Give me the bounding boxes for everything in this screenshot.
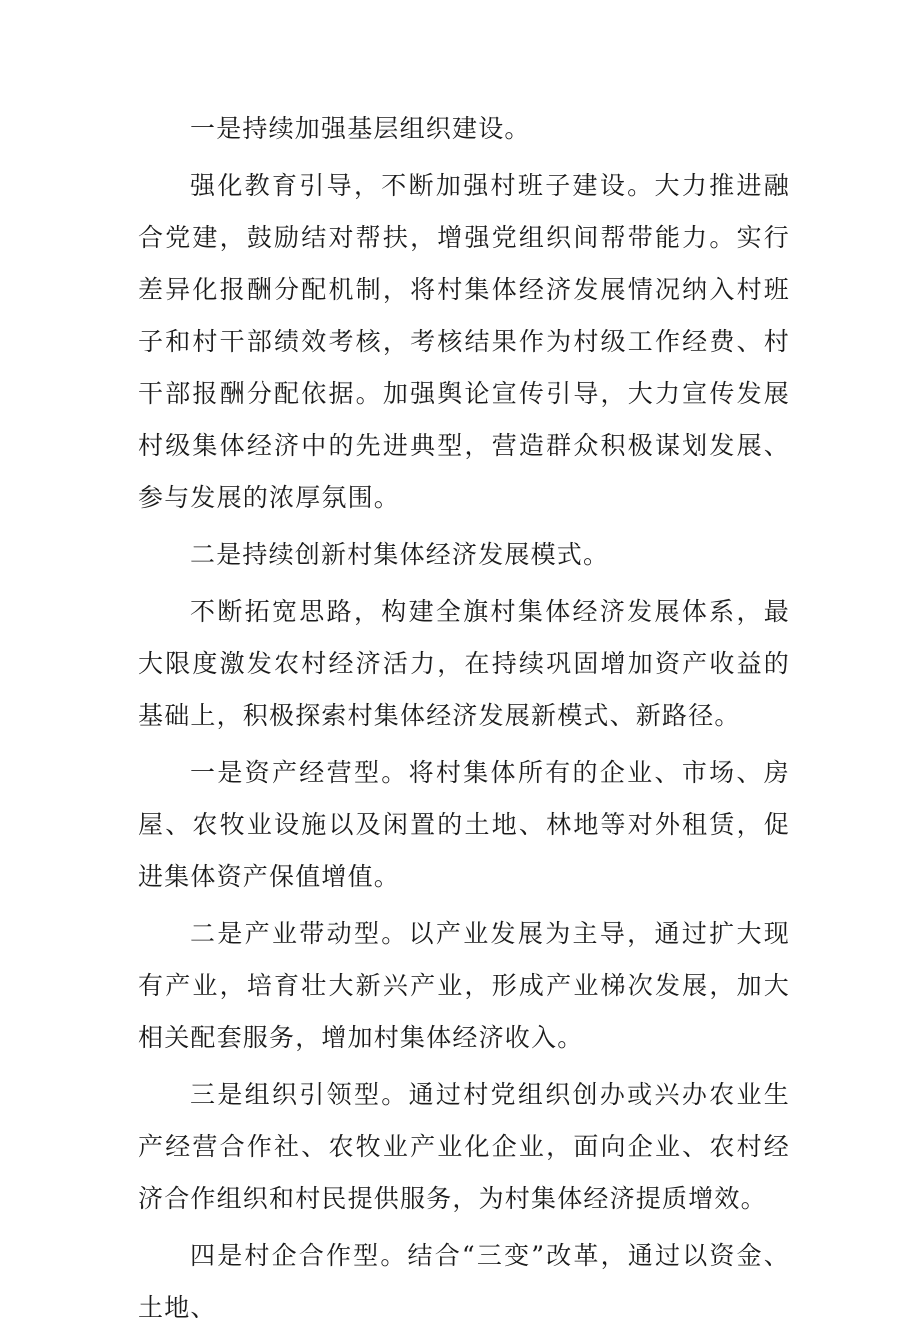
paragraph-asset-operation: 一是资产经营型。将村集体所有的企业、市场、房屋、农牧业设施以及闲置的土地、林地等对外租赁，促进集体资产保值增值。 xyxy=(138,758,790,891)
document-body xyxy=(138,103,790,1334)
paragraph-village-enterprise: 四是村企合作型。结合“三变”改革，通过以资金、土地、 xyxy=(138,1241,790,1322)
heading-grassroots-organization: 一是持续加强基层组织建设。 xyxy=(190,114,531,143)
paragraph-expand-thinking: 不断拓宽思路，构建全旗村集体经济发展体系，最大限度激发农村经济活力，在持续巩固增加资产收益的基础上，积极探索村集体经济发展新模式、新路径。 xyxy=(138,597,790,730)
heading-innovation-model: 二是持续创新村集体经济发展模式。 xyxy=(190,540,610,569)
paragraph-industry-driven: 二是产业带动型。以产业发展为主导，通过扩大现有产业，培育壮大新兴产业，形成产业梯次发展，加大相关配套服务，增加村集体经济收入。 xyxy=(138,919,790,1052)
paragraph-organization-led: 三是组织引领型。通过村党组织创办或兴办农业生产经营合作社、农牧业产业化企业，面向企业、农村经济合作组织和村民提供服务，为村集体经济提质增效。 xyxy=(138,1080,790,1213)
paragraph-education-guidance: 强化教育引导，不断加强村班子建设。大力推进融合党建，鼓励结对帮扶，增强党组织间帮带能力。实行差异化报酬分配机制，将村集体经济发展情况纳入村班子和村干部绩效考核，考核结果作为村级工作经费、村干部报酬分配依据。加强舆论宣传引导，大力宣传发展村级集体经济中的先进典型，营造群众积极谋划发展、参与发展的浓厚氛围。 xyxy=(138,171,790,512)
